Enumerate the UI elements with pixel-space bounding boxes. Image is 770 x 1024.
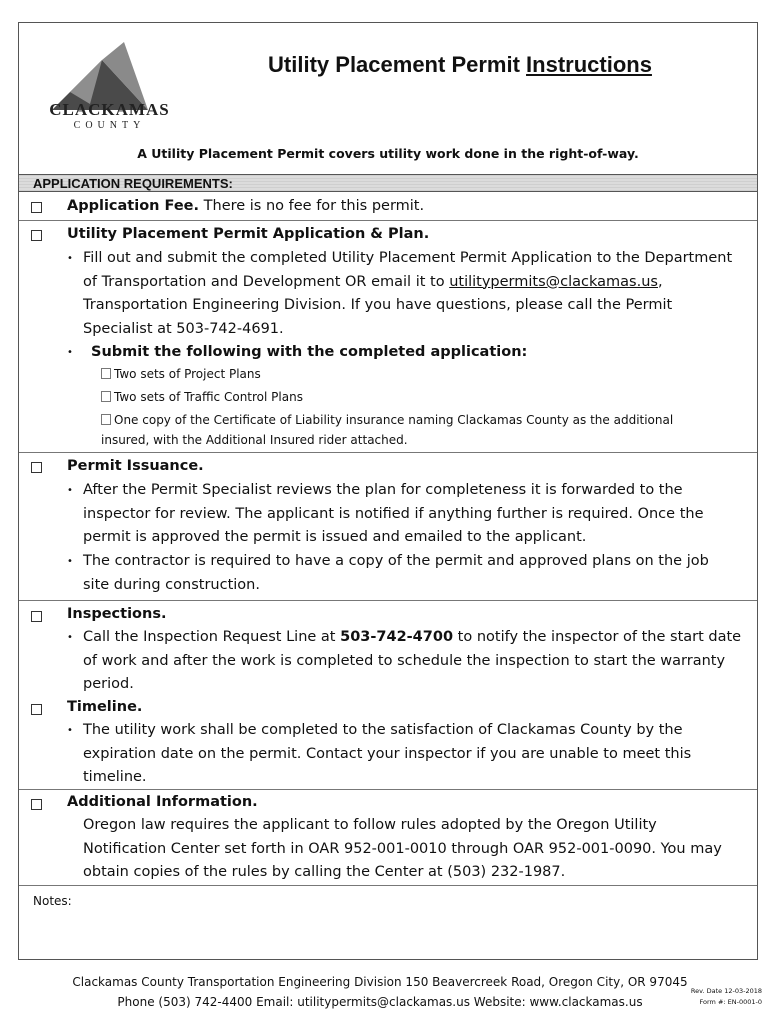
bullet-icon: • bbox=[67, 347, 73, 358]
timeline-title: Timeline. bbox=[67, 699, 143, 715]
fee-checkbox[interactable] bbox=[31, 202, 42, 213]
list-item: One copy of the Certificate of Liability insurance naming Clackamas County as the additional bbox=[101, 410, 741, 430]
page-title: Utility Placement Permit Instructions bbox=[268, 52, 652, 77]
application-checkbox[interactable] bbox=[31, 230, 42, 241]
additional-title: Additional Information. bbox=[67, 794, 258, 810]
requirements-header: APPLICATION REQUIREMENTS: bbox=[19, 174, 757, 192]
issuance-title: Permit Issuance. bbox=[67, 458, 204, 474]
section-application: Utility Placement Permit Application & Plan. • Fill out and submit the completed Utility Placement Permit Application to the Department of Transportation and Development OR email it to utilitypermits@clackamas.us, Transportation Engineering Division. If you have questions, please call the Permit Specialist at 503-742-4691. • Submit the following with the completed application: Two sets of Project Plans Two sets of Traffic Control Plans One copy of the Certificate of Liability insurance naming Clackamas County as the additional insured, with the Additional Insured rider attached. bbox=[19, 221, 757, 453]
inspections-checkbox[interactable] bbox=[31, 611, 42, 622]
bullet-icon: • bbox=[67, 725, 73, 736]
form-number: Form #: EN-0001-0 bbox=[699, 998, 762, 1006]
item-checkbox[interactable] bbox=[101, 391, 111, 402]
subtitle: A Utility Placement Permit covers utility work done in the right-of-way. bbox=[137, 146, 639, 161]
fee-text: There is no fee for this permit. bbox=[199, 198, 425, 214]
bullet-icon: • bbox=[67, 556, 73, 567]
footer-address: Clackamas County Transportation Engineering Division 150 Beavercreek Road, Oregon City, OR 97045 bbox=[72, 975, 688, 989]
application-title: Utility Placement Permit Application & Plan. bbox=[67, 226, 430, 242]
footer bbox=[60, 972, 700, 1012]
bullet-icon: • bbox=[67, 485, 73, 496]
notes-area[interactable] bbox=[19, 886, 757, 960]
section-additional bbox=[19, 790, 757, 886]
email-link[interactable]: utilitypermits@clackamas.us bbox=[449, 273, 658, 290]
list-item: Two sets of Traffic Control Plans bbox=[101, 387, 741, 407]
additional-checkbox[interactable] bbox=[31, 799, 42, 810]
issuance-checkbox[interactable] bbox=[31, 462, 42, 473]
inspections-title: Inspections. bbox=[67, 606, 167, 622]
item-checkbox[interactable] bbox=[101, 368, 111, 379]
bullet-icon: • bbox=[67, 253, 73, 264]
inspection-phone: 503-742-4700 bbox=[340, 629, 454, 645]
logo-county: COUNTY bbox=[73, 120, 146, 131]
section-timeline: Timeline. • The utility work shall be completed to the satisfaction of Clackamas County by the expiration date on the permit. Contact your inspector if you are unable to meet this timeline. bbox=[19, 695, 757, 790]
list-item: Two sets of Project Plans bbox=[101, 364, 741, 384]
section-fee bbox=[19, 193, 757, 221]
notes-label: Notes: bbox=[33, 894, 72, 908]
section-inspections: Inspections. • Call the Inspection Request Line at 503-742-4700 to notify the inspector of the start date of work and after the work is completed to schedule the inspection to start the warranty period. bbox=[19, 601, 757, 697]
bullet-icon: • bbox=[67, 632, 73, 643]
footer-contact: Phone (503) 742-4400 Email: utilitypermits@clackamas.us Website: www.clackamas.us bbox=[117, 995, 643, 1009]
submit-item-list: Two sets of Project Plans Two sets of Traffic Control Plans One copy of the Certificate of Liability insurance naming Clackamas County as the additional insured, with the Additional Insured rider attached. bbox=[101, 364, 741, 450]
rev-date: Rev. Date 12-03-2018 bbox=[690, 987, 762, 995]
logo-wordmark: CLACKAMAS bbox=[49, 100, 170, 119]
section-issuance: Permit Issuance. • After the Permit Specialist reviews the plan for completeness it is forwarded to the inspector for review. The applicant is notified if anything further is required. Once the permit is approved the permit is issued and emailed to the applicant. • The contractor is required to have a copy of the permit and approved plans on the job site during construction. bbox=[19, 453, 757, 601]
additional-text: Oregon law requires the applicant to follow rules adopted by the Oregon Utility Notification Center set forth in OAR 952-001-0010 through OAR 952-001-0090. You may obtain copies of the rules by calling the Center at (503) 232-1987. bbox=[83, 817, 722, 880]
item-checkbox[interactable] bbox=[101, 414, 111, 425]
revision-info bbox=[672, 986, 762, 1008]
fee-title: Application Fee. bbox=[67, 198, 200, 214]
timeline-checkbox[interactable] bbox=[31, 704, 42, 715]
